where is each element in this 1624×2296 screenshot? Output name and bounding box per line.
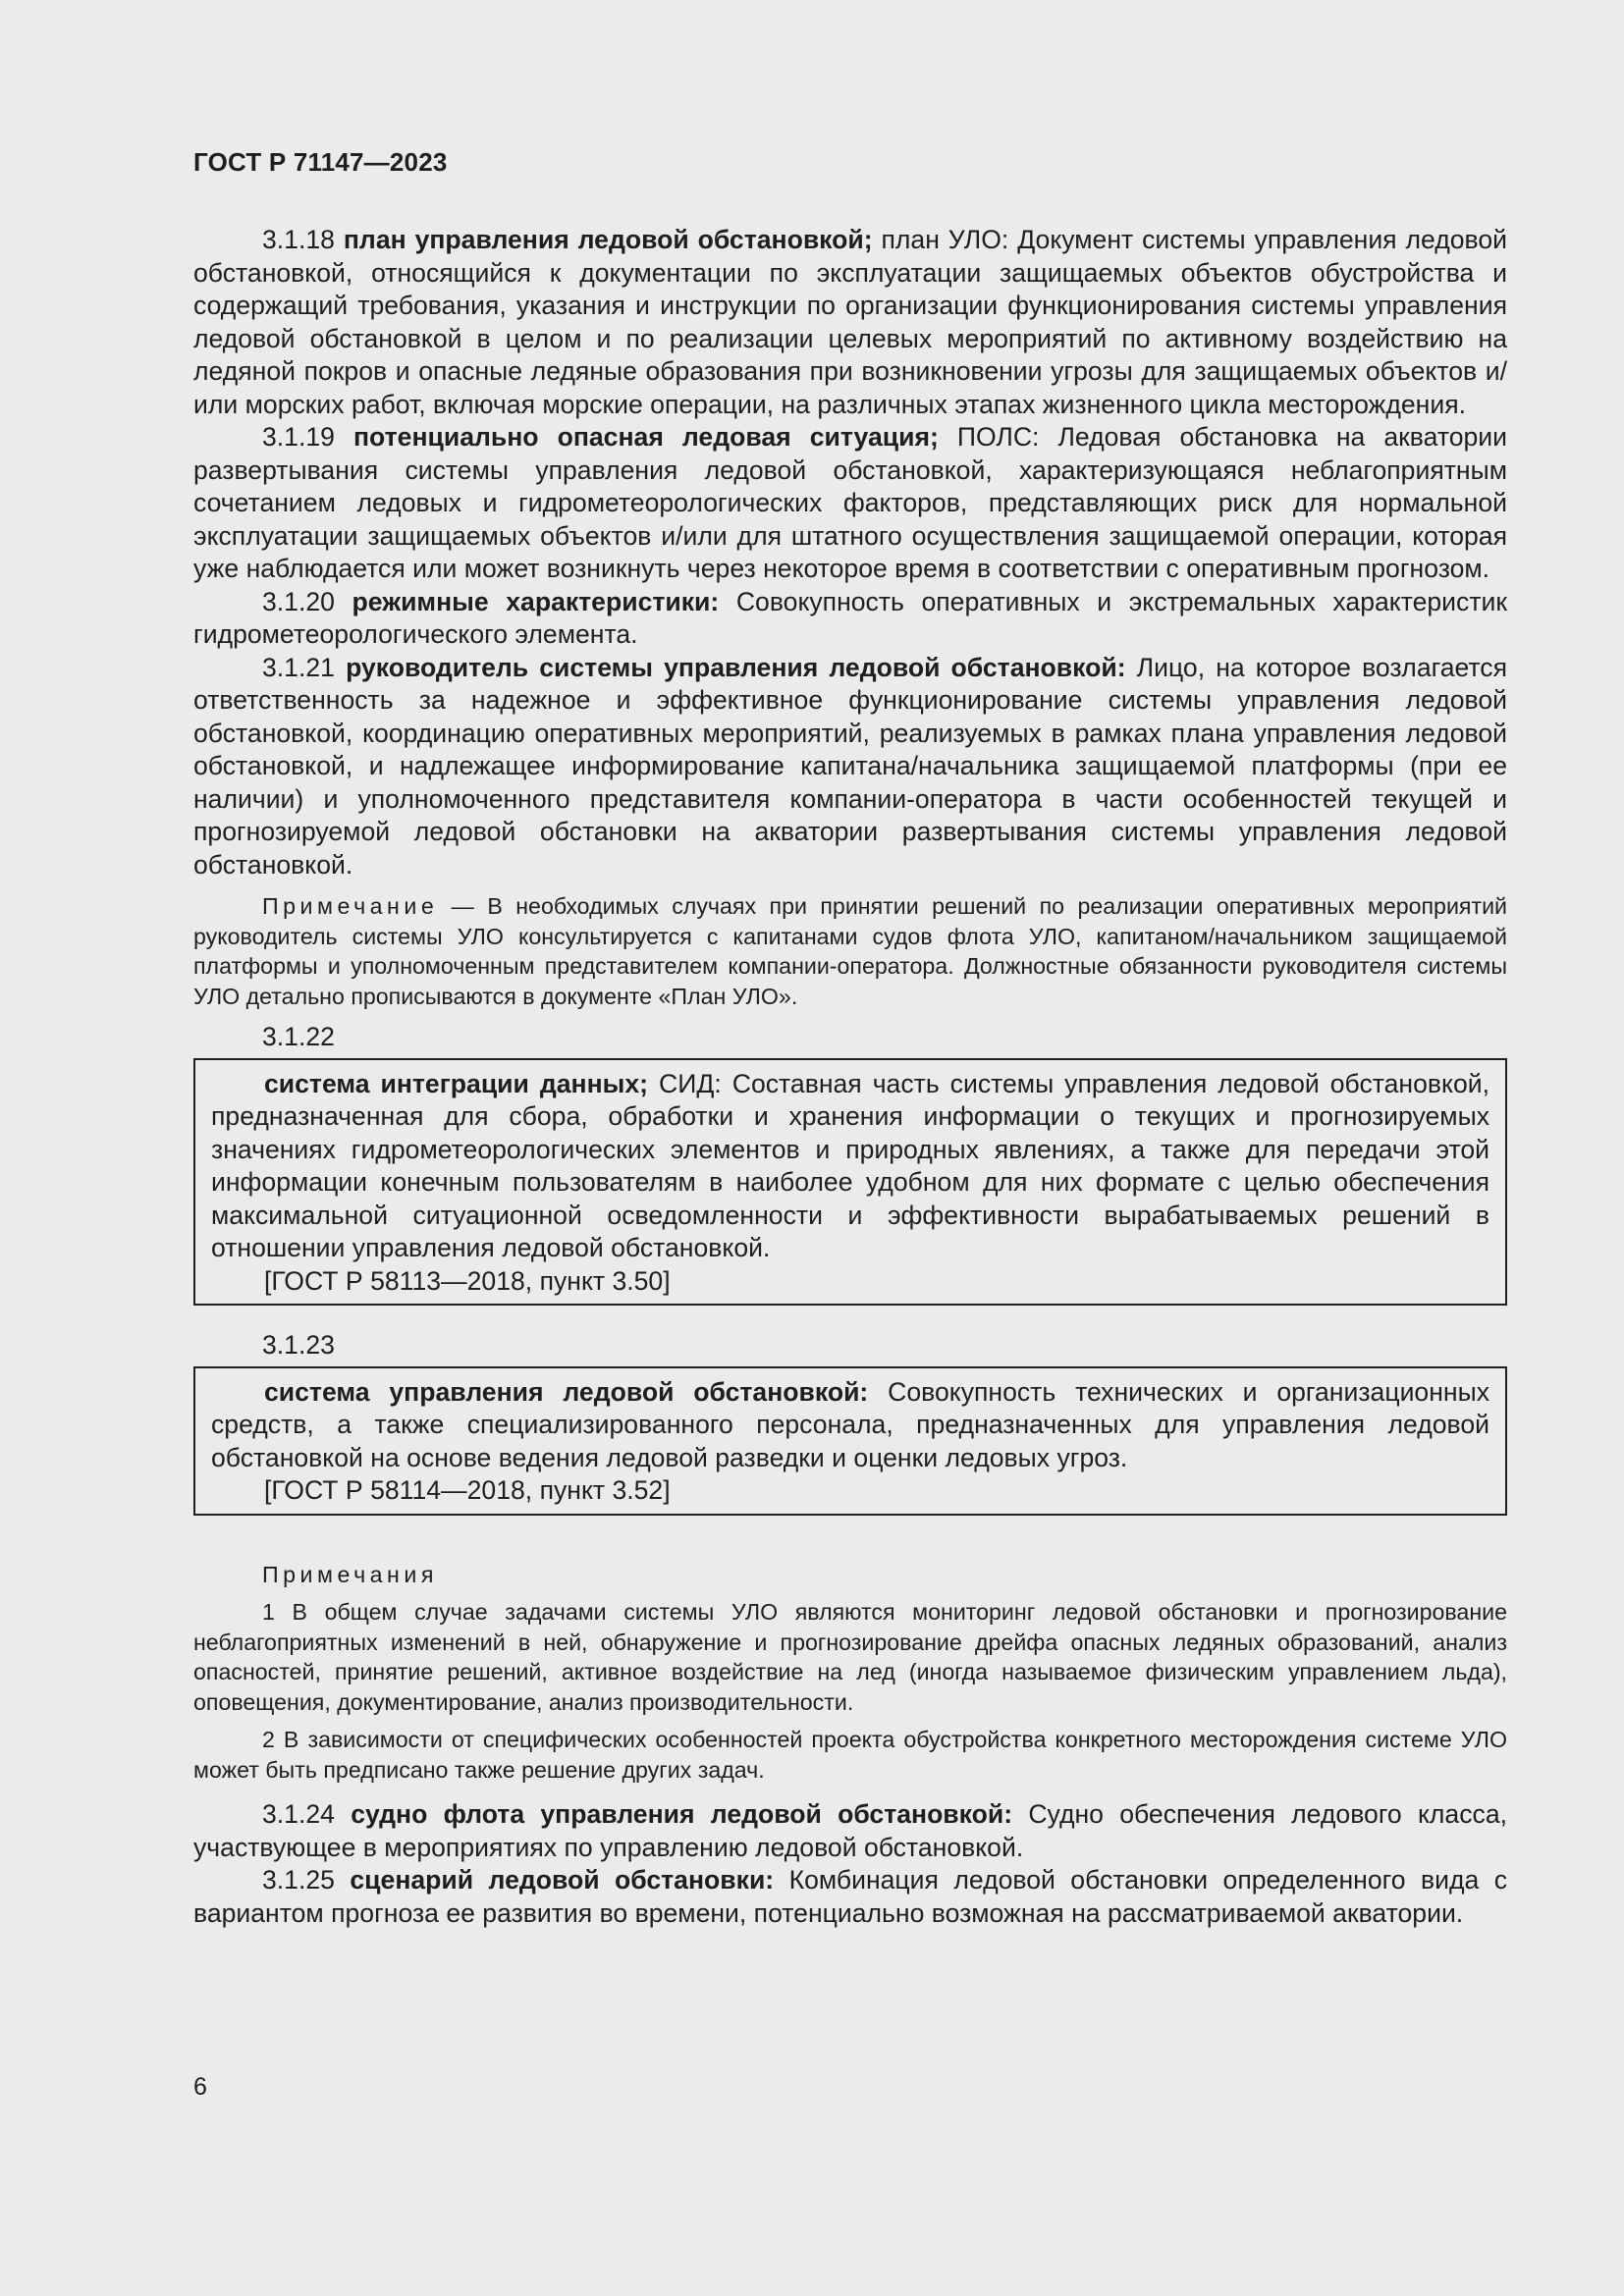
term-entry-3-1-18	[193, 224, 1507, 421]
note-item-1: 1 В общем случае задачами системы УЛО являются мониторинг ледовой обстановки и прогнозирование неблагоприятных изменений в ней, обнаружение и прогнозирование дрейфа опасных ледяных образований, анализ опасностей, принятие решений, активное воздействие на лед (иногда называемое физическим управлением льда), оповещения, документирование, анализ производительности.	[193, 1599, 1507, 1715]
term-definition: Лицо, на которое возлагается ответственность за надежное и эффективное функционирование системы управления ледовой обстановкой, координацию оперативных мероприятий, реализуемых в рамках плана управления ледовой обстановкой, и надлежащее информирование капитана/начальника защищаемой платформы (при ее наличии) и уполномоченного представителя компании-оператора в части особенностей текущей и прогнозируемой ледовой обстановки на акватории развертывания системы управления ледовой обстановкой.	[193, 652, 1507, 880]
term-entry-3-1-19	[193, 421, 1507, 586]
term-name: режимные характеристики:	[352, 586, 720, 616]
term-number: 3.1.18	[262, 225, 344, 254]
term-name: система интеграции данных;	[264, 1068, 649, 1098]
term-definition: ПОЛС: Ледовая обстановка на акватории развертывания системы управления ледовой обстановкой, характеризующаяся неблагоприятным сочетанием ледовых и гидрометеорологических факторов, представляющих риск для нормальной эксплуатации защищаемых объектов и/или для штатного осуществления защищаемой операции, которая уже наблюдается или может возникнуть через некоторое время в соответствии с оперативным прогнозом.	[193, 422, 1507, 583]
term-definition: Совокупность оперативных и экстремальных характеристик гидрометеорологического элемента.	[193, 586, 1508, 649]
term-source: [ГОСТ Р 58113—2018, пункт 3.50]	[264, 1265, 671, 1296]
term-entry-3-1-20	[193, 586, 1507, 652]
term-definition: Комбинация ледовой обстановки определенного вида с вариантом прогноза ее развития во времени, потенциально возможная на рассматриваемой акватории.	[193, 1865, 1508, 1928]
term-name: руководитель системы управления ледовой обстановкой:	[346, 652, 1126, 682]
note-label: Примечание	[262, 893, 439, 919]
note-3-1-21	[193, 891, 1507, 1011]
term-definition: план УЛО: Документ системы управления ледовой обстановкой, относящийся к документации по эксплуатации защищаемых объектов обустройства и содержащий требования, указания и инструкции по организации функционирования системы управления ледовой обстановкой в целом и по реализации целевых мероприятий по активному воздействию на ледяной покров и опасные ледяные образования при возникновении угрозы для защищаемых объектов и/или морских работ, включая морские операции, на различных этапах жизненного цикла месторождения.	[193, 225, 1507, 419]
term-number-3-1-22: 3.1.22	[262, 1022, 335, 1051]
term-source: [ГОСТ Р 58114—2018, пункт 3.52]	[264, 1475, 671, 1505]
note-text: — В необходимых случаях при принятии решений по реализации оперативных мероприятий руководитель системы УЛО консультируется с капитанами судов флота УЛО, капитаном/начальником защищаемой платформы и уполномоченным представителем компании-оператора. Должностные обязанности руководителя системы УЛО детально прописываются в документе «План УЛО».	[193, 893, 1507, 1009]
term-number: 3.1.24	[262, 1799, 352, 1829]
term-name: сценарий ледовой обстановки:	[350, 1865, 775, 1895]
term-name: план управления ледовой обстановкой;	[343, 225, 873, 254]
term-name: судно флота управления ледовой обстановкой:	[351, 1799, 1013, 1829]
term-entry-3-1-21	[193, 652, 1507, 882]
term-definition: Судно обеспечения ледового класса, участвующее в мероприятиях по управлению ледовой обстановкой.	[193, 1799, 1507, 1862]
term-box-3-1-23	[193, 1366, 1507, 1516]
term-name: система управления ледовой обстановкой:	[264, 1376, 869, 1407]
document-body	[193, 224, 1507, 1930]
term-number: 3.1.21	[262, 652, 347, 682]
term-box-3-1-22	[193, 1058, 1507, 1307]
notes-title: Примечания	[262, 1561, 438, 1587]
document-header: ГОСТ Р 71147—2023	[193, 147, 448, 177]
term-entry-3-1-24	[193, 1798, 1507, 1864]
term-definition: Совокупность технических и организационных средств, а также специализированного персонала, предназначенных для управления ледовой обстановкой на основе ведения ледовой разведки и оценки ледовых угроз.	[211, 1376, 1489, 1472]
term-entry-3-1-25	[193, 1864, 1507, 1930]
page-number: 6	[193, 2073, 207, 2101]
term-number: 3.1.19	[262, 422, 353, 452]
note-item-2: 2 В зависимости от специфических особенностей проекта обустройства конкретного месторождения системе УЛО может быть предписано также решение других задач.	[193, 1727, 1507, 1783]
term-number-3-1-23: 3.1.23	[262, 1330, 335, 1360]
term-definition: СИД: Составная часть системы управления ледовой обстановкой, предназначенная для сбора, обработки и хранения информации о текущих и прогнозируемых значениях гидрометеорологических элементов и природных явлениях, а также для передачи этой информации конечным пользователям в наиболее удобном для них формате с целью обеспечения максимальной ситуационной осведомленности и эффективности вырабатываемых решений в отношении управления ледовой обстановкой.	[211, 1068, 1489, 1262]
term-number: 3.1.20	[262, 586, 352, 616]
term-number: 3.1.25	[262, 1865, 351, 1895]
term-name: потенциально опасная ледовая ситуация;	[352, 422, 939, 452]
